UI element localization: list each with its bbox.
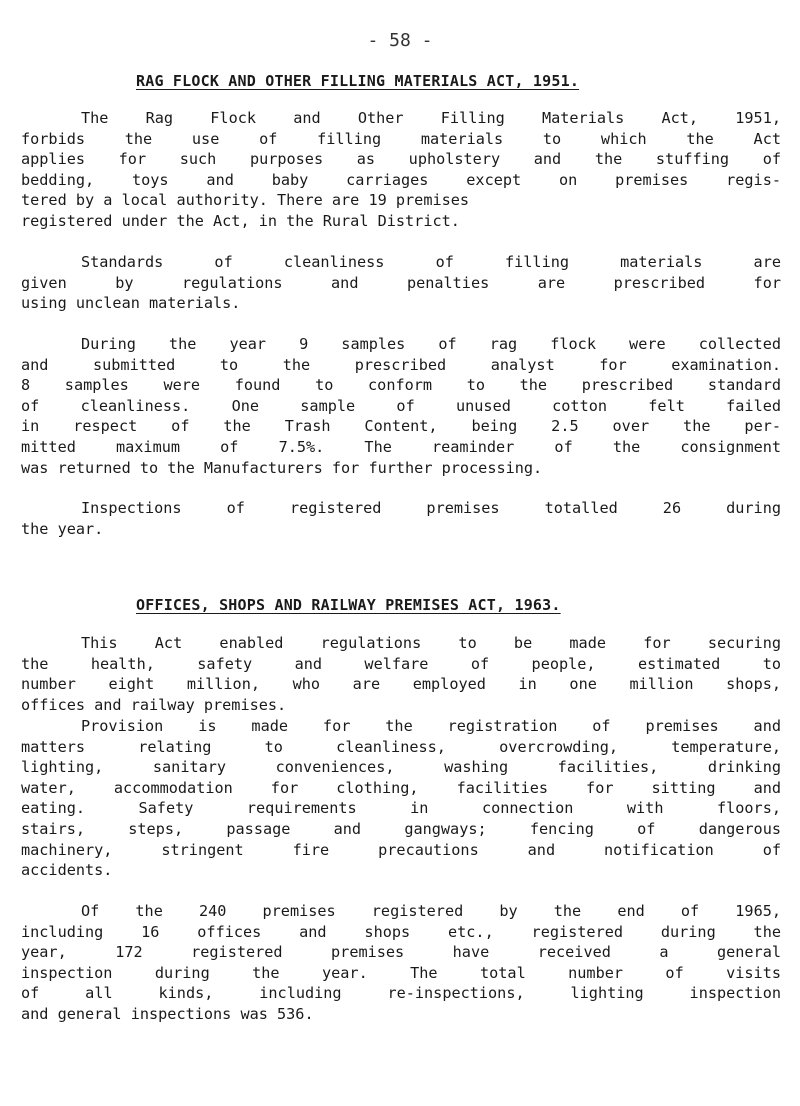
text-line: registered under the Act, in the Rural District. xyxy=(21,211,460,230)
text-line: water, accommodation for clothing, facilities for sitting and xyxy=(21,778,781,797)
text-line: Standards of cleanliness of filling materials are xyxy=(81,253,781,271)
text-line: Inspections of registered premises totalled 26 during xyxy=(81,499,781,517)
text-line: was returned to the Manufacturers for further processing. xyxy=(21,458,543,477)
text-line: the year. xyxy=(21,519,104,538)
text-line: During the year 9 samples of rag flock were collected xyxy=(81,335,781,353)
text-line: The Rag Flock and Other Filling Materials Act, 1951, xyxy=(81,109,781,127)
text-line: of all kinds, including re-inspections, lighting inspection xyxy=(21,984,781,1003)
text-line: mitted maximum of 7.5%. The reaminder of the consignment xyxy=(21,437,781,456)
text-line: lighting, sanitary conveniences, washing facilities, drinking xyxy=(21,758,781,777)
paragraph xyxy=(21,716,781,881)
text-line: This Act enabled regulations to be made for securing xyxy=(81,634,781,652)
text-line: and general inspections was 536. xyxy=(21,1004,314,1023)
text-line: number eight million, who are employed in one million shops, xyxy=(21,675,781,694)
paragraph xyxy=(21,334,781,478)
text-line: forbids the use of filling materials to which the Act xyxy=(21,129,781,148)
text-line: bedding, toys and baby carriages except on premises regis- xyxy=(21,170,781,189)
text-line: and submitted to the prescribed analyst for examination. xyxy=(21,355,781,374)
text-line: stairs, steps, passage and gangways; fencing of dangerous xyxy=(21,819,781,838)
text-line: accidents. xyxy=(21,861,113,880)
paragraph xyxy=(21,498,781,539)
text-line: eating. Safety requirements in connection with floors, xyxy=(21,799,781,818)
text-line: inspection during the year. The total number of visits xyxy=(21,963,781,982)
text-line: tered by a local authority. There are 19 premises xyxy=(21,191,470,210)
text-line: Of the 240 premises registered by the end of 1965, xyxy=(81,902,781,920)
text-line: 8 samples were found to conform to the prescribed standard xyxy=(21,376,781,395)
text-line: using unclean materials. xyxy=(21,294,241,313)
paragraph xyxy=(21,252,781,314)
text-line: applies for such purposes as upholstery and the stuffing of xyxy=(21,150,781,169)
text-line: offices and railway premises. xyxy=(21,695,287,714)
section-heading-rag-flock: RAG FLOCK AND OTHER FILLING MATERIALS ACT, 1951. xyxy=(136,72,580,90)
text-line: the health, safety and welfare of people, estimated to xyxy=(21,654,781,673)
text-line: including 16 offices and shops etc., registered during the xyxy=(21,922,781,941)
text-line: year, 172 registered premises have received a general xyxy=(21,943,781,962)
text-line: machinery, stringent fire precautions and notification of xyxy=(21,840,781,859)
text-line: Provision is made for the registration of premises and xyxy=(81,717,781,735)
paragraph xyxy=(21,633,781,715)
paragraph xyxy=(21,108,781,232)
paragraph xyxy=(21,901,781,1025)
page-number: - 58 - xyxy=(367,30,433,51)
text-line: given by regulations and penalties are prescribed for xyxy=(21,273,781,292)
text-line: of cleanliness. One sample of unused cotton felt failed xyxy=(21,396,781,415)
text-line: matters relating to cleanliness, overcrowding, temperature, xyxy=(21,737,781,756)
section-heading-offices-shops: OFFICES, SHOPS AND RAILWAY PREMISES ACT, 1963. xyxy=(136,596,561,614)
text-line: in respect of the Trash Content, being 2.5 over the per- xyxy=(21,417,781,436)
